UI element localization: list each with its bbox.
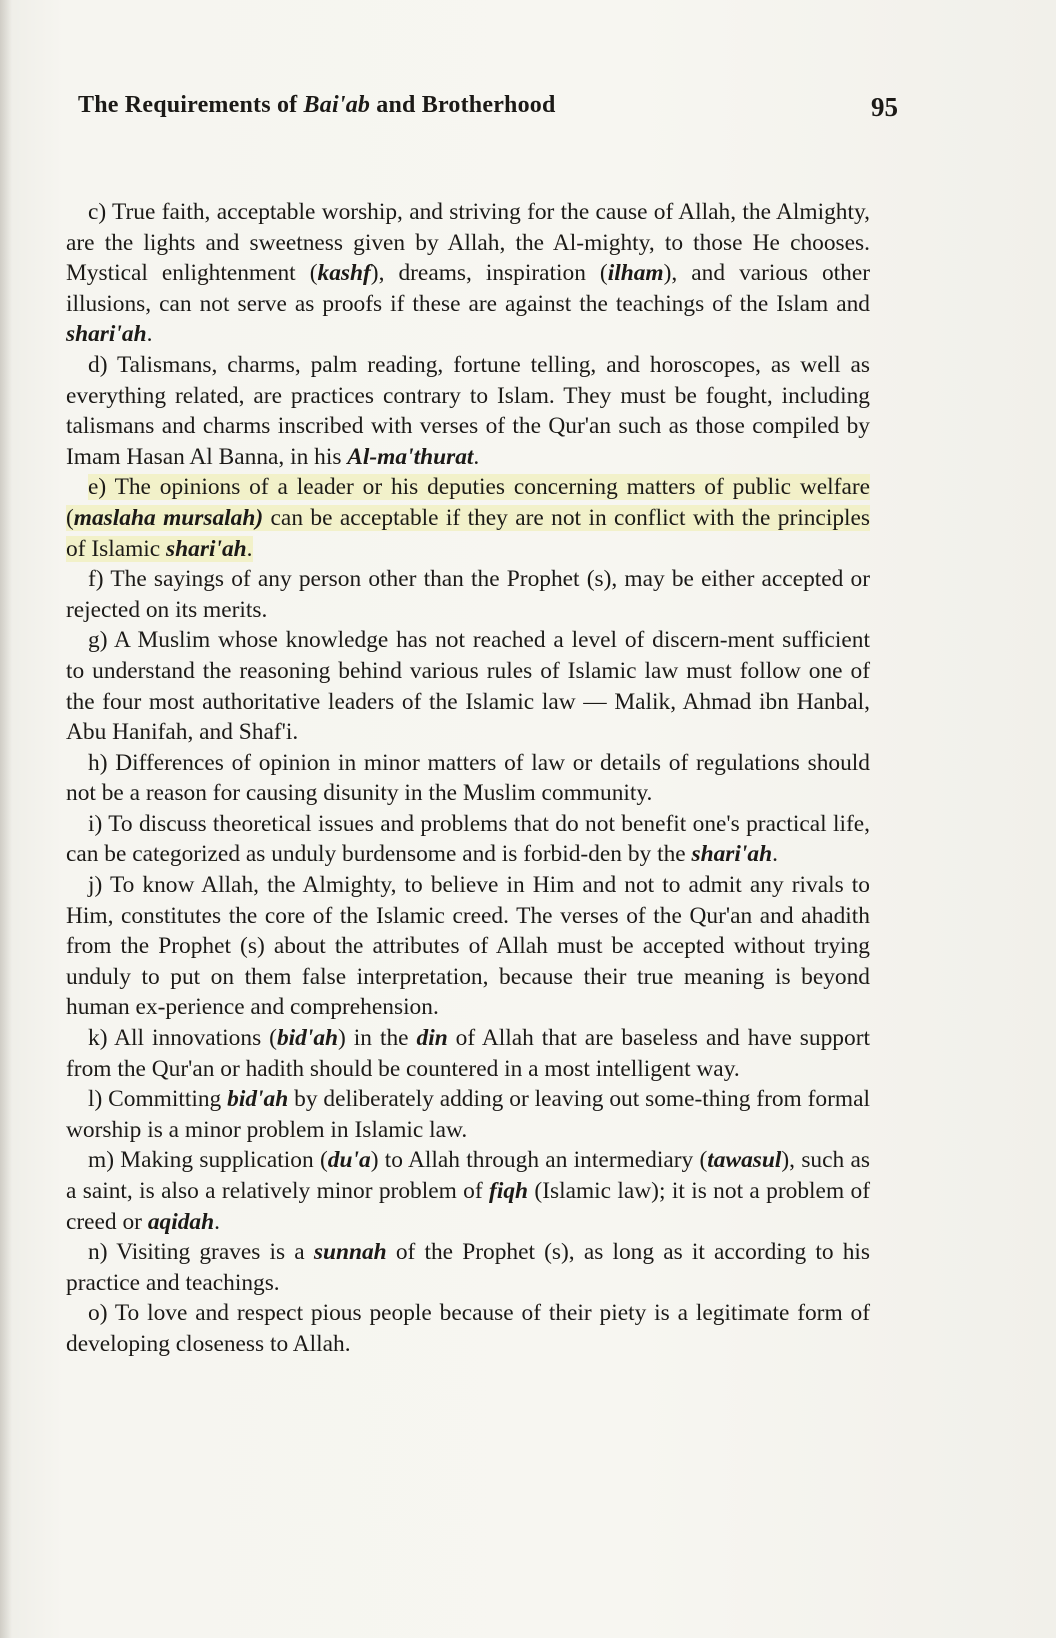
paragraph-m <box>66 1145 870 1237</box>
paragraph-text: o) To love and respect pious people because of their piety is a legitimate form of developing closeness to Allah. <box>66 1300 870 1357</box>
running-title-italic: Bai'ab <box>303 92 371 118</box>
paragraph-text: h) Differences of opinion in minor matters of law or details of regulations should not be a reason for causing disunity in the Muslim community. <box>66 749 870 807</box>
paragraph-o <box>66 1298 870 1359</box>
italic-term: ilham <box>607 260 664 287</box>
paragraph-text: . <box>473 443 480 470</box>
italic-term: shari'ah <box>66 321 147 348</box>
highlighted-passage <box>66 474 870 561</box>
body-text <box>66 197 870 1360</box>
paragraph-text: i) To discuss theoretical issues and problems that do not benefit one's practical life, can be categorized as unduly burdensome and is forbid-den by the <box>66 810 870 868</box>
paragraph-text: ) in the <box>338 1025 417 1052</box>
running-title-pre: The Requirements of <box>78 92 304 118</box>
paragraph-e <box>66 472 870 564</box>
paragraph-n <box>66 1237 870 1298</box>
paragraph-text: . <box>214 1208 220 1235</box>
italic-term: Al-ma'thurat <box>347 443 474 470</box>
italic-term: aqidah <box>147 1208 215 1235</box>
italic-term: maslaha mursalah) <box>73 504 264 531</box>
paragraph-text: ) to Allah through an intermediary ( <box>370 1147 708 1174</box>
paragraph-k <box>66 1023 870 1084</box>
italic-term: bid'ah <box>227 1086 289 1113</box>
paragraph-l <box>66 1084 870 1145</box>
paragraph-text: ), such as a saint, is also a relatively minor problem of <box>66 1147 870 1204</box>
paragraph-g <box>66 625 870 747</box>
page-number: 95 <box>871 92 898 122</box>
paragraph-text: d) Talismans, charms, palm reading, fortune telling, and horoscopes, as well as everything related, are practices contrary to Islam. They must be fought, including talismans and charms inscribed with verses of the Qur'an such as those compiled by Imam Hasan Al Banna, in his <box>66 351 870 470</box>
italic-term: shari'ah <box>691 841 773 868</box>
paragraph-text: f) The sayings of any person other than the Prophet (s), may be either accepted or rejected on its merits. <box>66 566 870 623</box>
paragraph-text: . <box>772 841 778 868</box>
running-head <box>78 92 898 128</box>
paragraph-h <box>66 748 870 809</box>
paragraph-text: . <box>146 321 153 348</box>
paragraph-text: of Allah that are baseless and have support from the Qur'an or hadith should be countered in a most intelligent way. <box>66 1025 870 1082</box>
paragraph-text: e) The opinions of a leader or his deputies concerning matters of public welfare ( <box>66 474 870 531</box>
paragraph-j <box>66 870 870 1023</box>
paragraph-text: can be acceptable if they are not in conflict with the principles of Islamic <box>66 504 870 562</box>
paragraph-text: of the Prophet (s), as long as it according to his practice and teachings. <box>66 1239 870 1296</box>
paragraph-text: (Islamic law); it is not a problem of creed or <box>66 1178 870 1235</box>
paragraph-f <box>66 564 870 625</box>
paragraph-text: ), and various other illusions, can not serve as proofs if these are against the teachings of the Islam and <box>66 260 871 317</box>
gutter-shadow <box>0 0 12 1638</box>
paragraph-d <box>66 350 870 472</box>
italic-term: din <box>416 1025 448 1052</box>
paragraph-text: j) To know Allah, the Almighty, to believe in Him and not to admit any rivals to Him, constitutes the core of the Islamic creed. The verses of the Qur'an and ahadith from the Prophet (s) about the attributes of Allah must be accepted without trying unduly to put on them false interpretation, because their true meaning is beyond human ex-perience and comprehension. <box>66 872 870 1021</box>
italic-term: bid'ah <box>276 1025 339 1052</box>
italic-term: sunnah <box>313 1239 387 1266</box>
running-title-post: and Brotherhood <box>370 92 556 118</box>
paragraph-text: by deliberately adding or leaving out some-thing from formal worship is a minor problem in Islamic law. <box>66 1086 870 1143</box>
italic-term: kashf <box>317 260 371 287</box>
paragraph-text: . <box>246 535 253 562</box>
paragraph-text: n) Visiting graves is a <box>88 1239 314 1266</box>
italic-term: tawasul <box>707 1147 782 1174</box>
running-title <box>78 92 556 119</box>
paragraph-text: g) A Muslim whose knowledge has not reached a level of discern-ment sufficient to understand the reasoning behind various rules of Islamic law must follow one of the four most authoritative leaders of the Islamic law — Malik, Ahmad ibn Hanbal, Abu Hanifah, and Shaf'i. <box>66 627 870 746</box>
paragraph-text: ), dreams, inspiration ( <box>370 260 608 287</box>
paragraph-text: l) Committing <box>88 1086 228 1113</box>
paragraph-i <box>66 809 870 870</box>
paragraph-text: k) All innovations ( <box>88 1025 277 1052</box>
italic-term: fiqh <box>489 1178 529 1204</box>
italic-term: shari'ah <box>166 535 247 562</box>
paragraph-text: m) Making supplication ( <box>88 1147 328 1174</box>
italic-term: du'a <box>327 1147 371 1174</box>
paragraph-text: c) True faith, acceptable worship, and striving for the cause of Allah, the Almighty, are the lights and sweetness given by Allah, the Al-mighty, to those He chooses. Mystical enlightenment ( <box>66 199 870 287</box>
paragraph-c <box>66 197 870 350</box>
